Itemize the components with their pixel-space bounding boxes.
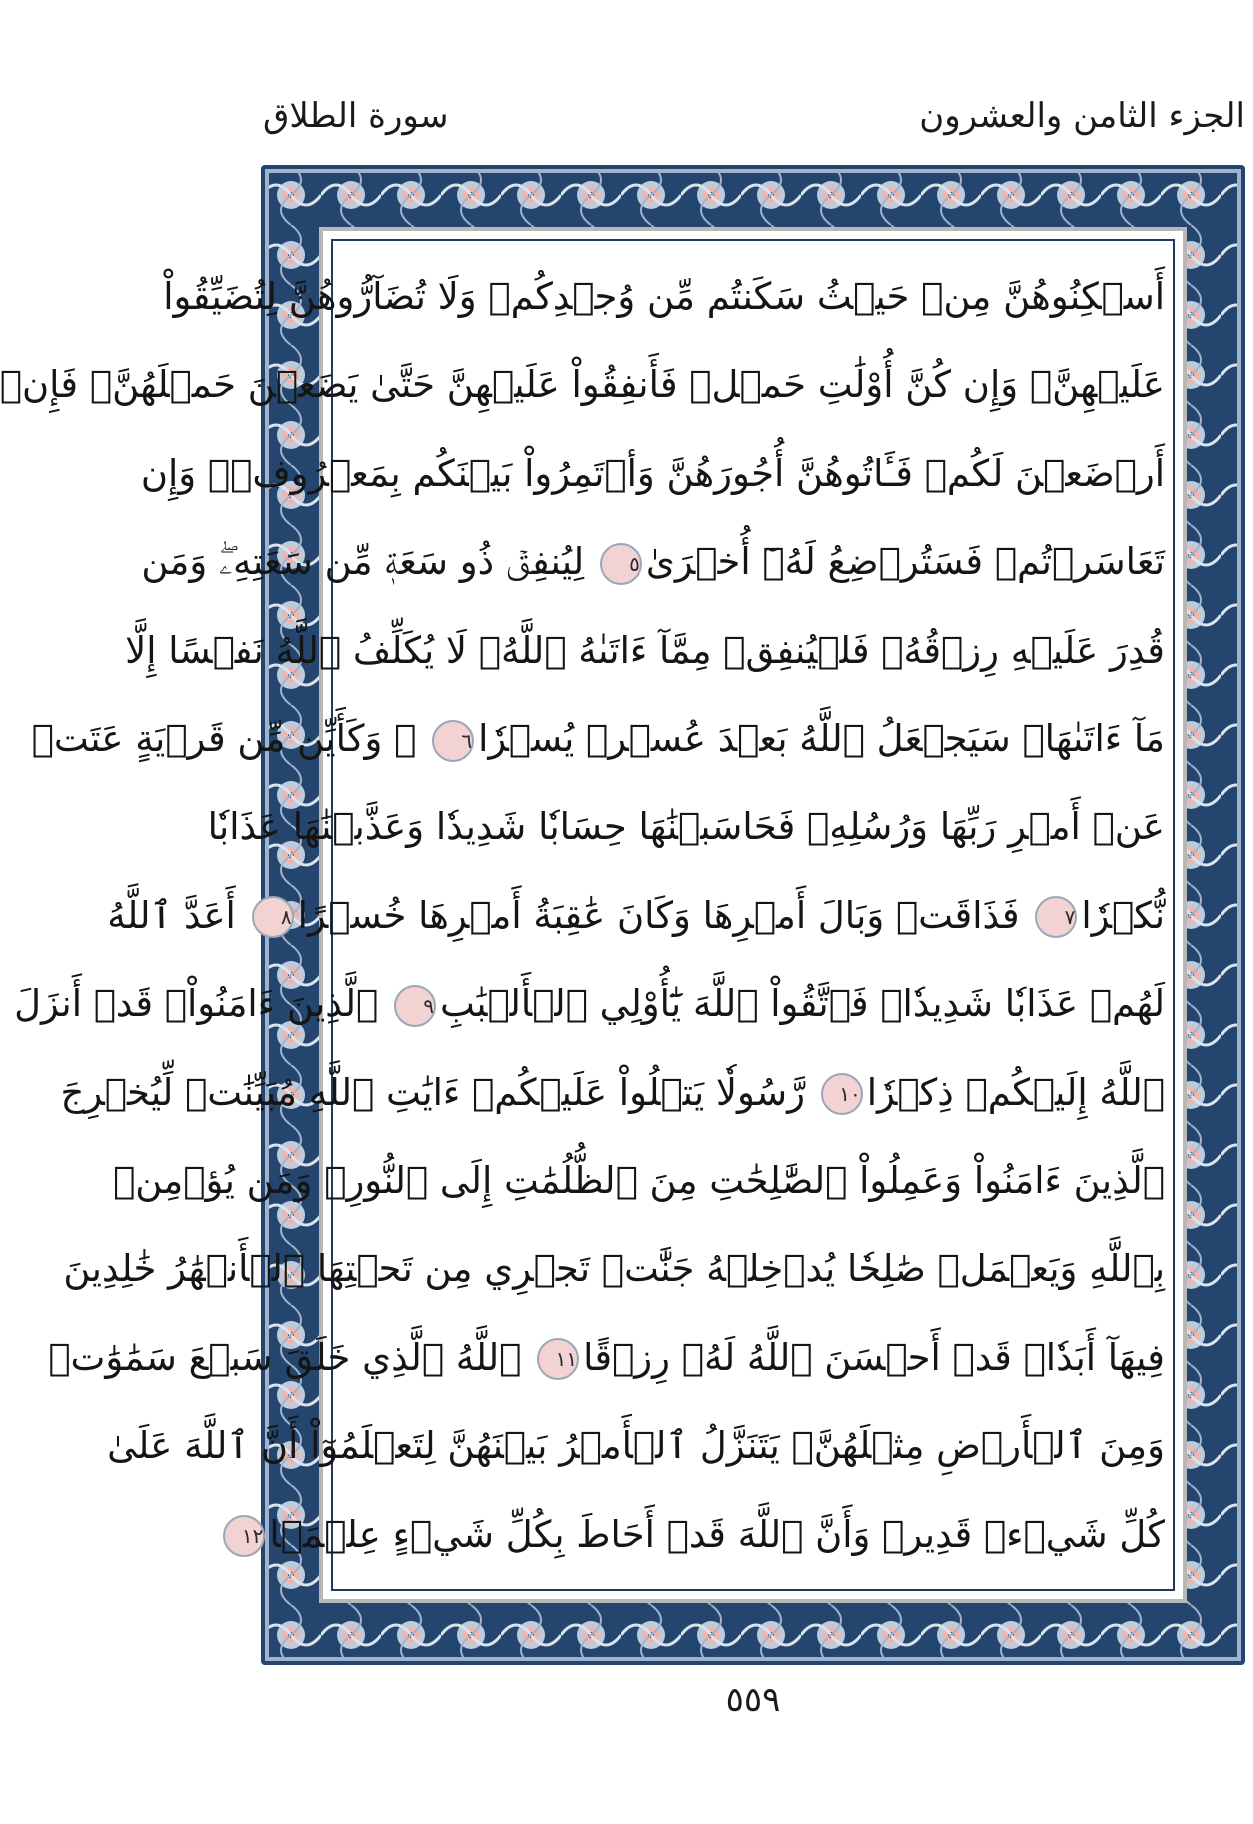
ayah-number-marker: ٦ [432, 720, 474, 762]
text-line [207, 783, 1165, 871]
verse-text: بِٱللَّهِ وَيَعۡمَلۡ صَٰلِحٗا يُدۡخِلۡهُ جَنَّٰتٖ تَجۡرِي مِن تَحۡتِهَا ٱلۡأَنۡهَٰرُ خَٰلِدِينَ [63, 1247, 1165, 1291]
juz-title: الجزء الثامن والعشرون [919, 96, 1245, 136]
ayah-number-marker: ١٠ [821, 1073, 863, 1115]
ayah-number-marker: ٧ [1035, 896, 1077, 938]
verse-text: ٱللَّهُ ٱلَّذِي خَلَقَ سَبۡعَ سَمَٰوَٰتٖ [48, 1335, 522, 1379]
text-line [31, 695, 1165, 783]
text-line [60, 1049, 1165, 1137]
text-line [48, 1314, 1165, 1402]
verse-text: ٱلَّذِينَ ءَامَنُواْۚ قَدۡ أَنزَلَ [14, 982, 379, 1026]
ayah-number-marker: ٨ [252, 896, 294, 938]
verse-text: فِيهَآ أَبَدٗاۖ قَدۡ أَحۡسَنَ ٱللَّهُ لَهُۥ رِزۡقًا [583, 1335, 1165, 1379]
verse-text: قُدِرَ عَلَيۡهِ رِزۡقُهُۥ فَلۡيُنفِقۡ مِمَّآ ءَاتَىٰهُ ٱللَّهُۚ لَا يُكَلِّفُ ٱللَّهُ نَفۡسًا إِلَّا [125, 628, 1165, 672]
verse-text: نُّكۡرٗا [1081, 893, 1165, 937]
text-line [125, 607, 1165, 695]
verse-text: لِيُنفِقۡ ذُو سَعَةٖ مِّن سَعَتِهِۦۖ وَمَن [141, 540, 585, 584]
verse-text: لَهُمۡ عَذَابٗا شَدِيدٗاۖ فَٱتَّقُواْ ٱللَّهَ يَٰٓأُوْلِي ٱلۡأَلۡبَٰبِ [439, 982, 1165, 1026]
verse-text: عَنۡ أَمۡرِ رَبِّهَا وَرُسُلِهِۦ فَحَاسَبۡنَٰهَا حِسَابٗا شَدِيدٗا وَعَذَّبۡنَٰهَا عَذَابٗا [207, 805, 1165, 849]
ayah-number-marker: ٩ [394, 985, 436, 1027]
ayah-number-marker: ٥ [600, 543, 642, 585]
verse-text: فَذَاقَتۡ وَبَالَ أَمۡرِهَا وَكَانَ عَٰقِبَةُ أَمۡرِهَا خُسۡرًا [297, 893, 1020, 937]
text-line [113, 1137, 1165, 1225]
text-line [163, 253, 1165, 341]
verse-text: أَعَدَّ ٱللَّهُ [107, 893, 236, 937]
text-line [107, 872, 1165, 960]
verse-text: أَسۡكِنُوهُنَّ مِنۡ حَيۡثُ سَكَنتُم مِّن وُجۡدِكُمۡ وَلَا تُضَآرُّوهُنَّ لِتُضَيِّقُواْ [163, 275, 1165, 318]
text-line [140, 430, 1165, 518]
verse-text: ٱلَّذِينَ ءَامَنُواْ وَعَمِلُواْ ٱلصَّٰلِحَٰتِ مِنَ ٱلظُّلُمَٰتِ إِلَى ٱلنُّورِۚ وَمَن يُؤۡمِنۢ [113, 1159, 1165, 1202]
verse-text: أَرۡضَعۡنَ لَكُمۡ فَـَٔاتُوهُنَّ أُجُورَهُنَّ وَأۡتَمِرُواْ بَيۡنَكُم بِمَعۡرُوفٖۖ وَإِن [140, 451, 1165, 495]
verse-text: ٱللَّهُ إِلَيۡكُمۡ ذِكۡرٗا [866, 1070, 1165, 1114]
ayah-number-marker: ١١ [537, 1338, 579, 1380]
verse-text: مَآ ءَاتَىٰهَاۚ سَيَجۡعَلُ ٱللَّهُ بَعۡدَ عُسۡرٖ يُسۡرٗا [478, 717, 1165, 760]
text-line [0, 341, 1165, 429]
verse-text: رَّسُولٗا يَتۡلُواْ عَلَيۡكُمۡ ءَايَٰتِ ٱللَّهِ مُبَيِّنَٰتٖ لِّيُخۡرِجَ [60, 1070, 805, 1114]
text-line [63, 1225, 1165, 1313]
ayah-number-marker: ١٢ [223, 1515, 265, 1557]
text-line [141, 518, 1165, 606]
verse-text: تَعَاسَرۡتُمۡ فَسَتُرۡضِعُ لَهُۥٓ أُخۡرَىٰ [645, 540, 1165, 584]
verse-text: كُلِّ شَيۡءٖ قَدِيرٞ وَأَنَّ ٱللَّهَ قَدۡ أَحَاطَ بِكُلِّ شَيۡءٍ عِلۡمَۢا [269, 1512, 1165, 1556]
page-number: ٥٥٩ [725, 1680, 781, 1720]
text-line [14, 960, 1165, 1048]
ornamental-frame [0, 165, 1245, 1665]
verse-text: وَمِنَ ٱلۡأَرۡضِ مِثۡلَهُنَّۖ يَتَنَزَّلُ ٱلۡأَمۡرُ بَيۡنَهُنَّ لِتَعۡلَمُوٓاْ أَنَّ ٱللَّهَ عَلَىٰ [107, 1424, 1165, 1468]
text-line [241, 1491, 1165, 1579]
verse-text: عَلَيۡهِنَّۚ وَإِن كُنَّ أُوْلَٰتِ حَمۡلٖ فَأَنفِقُواْ عَلَيۡهِنَّ حَتَّىٰ يَضَعۡنَ حَمۡلَهُنَّۚ فَإِنۡ [0, 363, 1165, 407]
surah-title: سورة الطلاق [263, 96, 449, 136]
quran-text-block [0, 253, 1165, 1579]
text-line [107, 1402, 1165, 1490]
verse-text: ۞ وَكَأَيِّن مِّن قَرۡيَةٍ عَتَتۡ [31, 717, 417, 760]
